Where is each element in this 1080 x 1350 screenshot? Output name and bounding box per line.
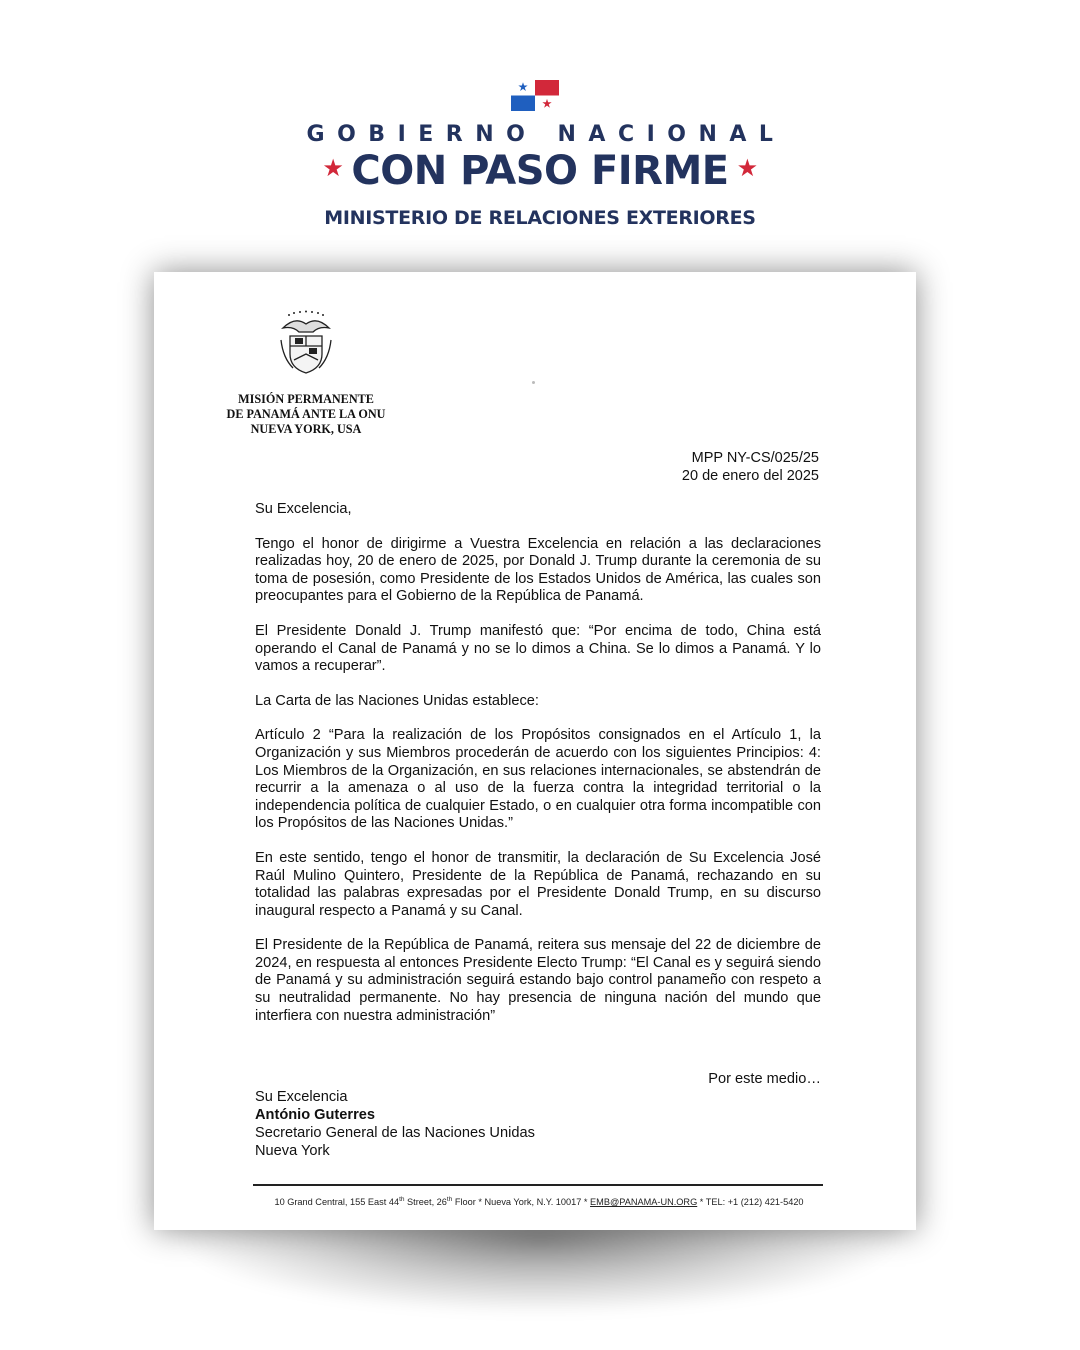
footer-sup: th [399, 1196, 405, 1203]
footer-address [249, 1196, 829, 1207]
body-paragraph: El Presidente Donald J. Trump manifestó que: “Por encima de todo, China está operando el Canal de Panamá y no se lo dimos a China. Se lo dimos a Panamá. Y lo vamos a recuperar”. [255, 622, 821, 675]
panama-flag-icon [511, 80, 559, 111]
addressee-block [255, 1088, 535, 1160]
addressee-city: Nueva York [255, 1143, 330, 1159]
mission-letterhead [214, 392, 398, 437]
header-gobierno-nacional: GOBIERNO NACIONAL [306, 122, 786, 147]
coat-of-arms-icon [277, 310, 335, 376]
paper-shadow [175, 1220, 905, 1315]
addressee-title: Su Excelencia [255, 1089, 348, 1105]
footer-text: Street, 26 [404, 1197, 447, 1208]
footer-email-link[interactable]: EMB@PANAMA-UN.ORG [590, 1197, 698, 1208]
body-paragraph: El Presidente de la República de Panamá, reitera sus mensaje del 22 de diciembre de 2024, en respuesta al entonces Presidente Electo Trump: “El Canal es y seguirá siendo de Panamá y su administración seguirá estando bajo control panameño con respeto a su neutralidad permanente. No hay presencia de ninguna nación del mundo que interfiera con nuestra administración” [255, 937, 821, 1024]
body-paragraph: La Carta de las Naciones Unidas establece: [255, 692, 539, 709]
government-header [0, 0, 1080, 270]
addressee-position: Secretario General de las Naciones Unidas [255, 1125, 535, 1141]
footer-text: * TEL: +1 (212) 421-5420 [697, 1197, 804, 1208]
body-paragraph: Artículo 2 “Para la realización de los Propósitos consignados en el Artículo 1, la Organización y sus Miembros procederán de acuerdo con los siguientes Principios: 4: Los Miembros de la Organización, en sus relaciones internacionales, se abstendrán de recurrir a la amenaza o al uso de la fuerza contra la integridad territorial o la independencia política de cualquier Estado, o en cualquier otra forma incompatible con los Propósitos de las Naciones Unidas.” [255, 727, 821, 832]
mission-line: DE PANAMÁ ANTE LA ONU [226, 407, 386, 421]
letter-body [255, 501, 821, 1042]
header-slogan [0, 148, 1080, 194]
reference-number: MPP NY-CS/025/25 [691, 450, 819, 466]
footer-text: 10 Grand Central, 155 East 44 [274, 1197, 400, 1208]
footer-divider [253, 1184, 823, 1186]
salutation: Su Excelencia, [255, 501, 352, 517]
star-icon: ★ [322, 154, 344, 182]
letter-document [154, 272, 916, 1230]
letter-date: 20 de enero del 2025 [681, 468, 819, 484]
star-icon: ★ [736, 154, 758, 182]
mission-line: MISIÓN PERMANENTE [238, 392, 374, 406]
body-paragraph: Tengo el honor de dirigirme a Vuestra Excelencia en relación a las declaraciones realizadas hoy, 20 de enero de 2025, por Donald J. Trump durante la ceremonia de su toma de posesión, como Presidente de los Estados Unidos de América, las cuales son preocupantes para el Gobierno de la República de Panamá. [255, 535, 821, 605]
mission-line: NUEVA YORK, USA [250, 422, 362, 436]
slogan-text: CON PASO FIRME [351, 148, 729, 194]
reference-block [682, 449, 819, 485]
body-paragraph: En este sentido, tengo el honor de transmitir, la declaración de Su Excelencia José Raúl Mulino Quintero, Presidente de la República de Panamá, rechazando en su totalidad las palabras expresadas por el Presidente Donald Trump, en su discurso inaugural respecto a Panamá y su Canal. [255, 849, 821, 919]
closing-line: Por este medio… [708, 1071, 821, 1087]
footer-sup: th [446, 1196, 453, 1203]
scan-speck [532, 381, 535, 384]
footer-text: Floor * Nueva York, N.Y. 10017 * [452, 1197, 591, 1208]
header-ministry: MINISTERIO DE RELACIONES EXTERIORES [324, 207, 756, 229]
addressee-name: António Guterres [255, 1107, 375, 1123]
